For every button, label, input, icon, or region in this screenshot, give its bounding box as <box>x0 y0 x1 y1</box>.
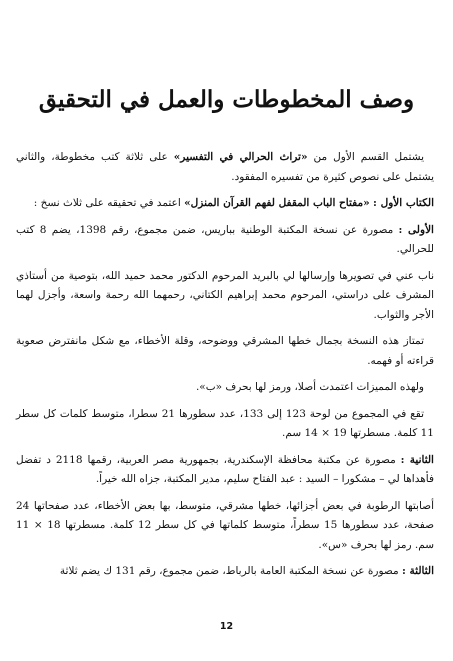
second-copy-text: مصورة عن مكتبة محافظة الإسكندرية، بجمهورية مصر العربية، رقمها 2118 د تفضل فأهداها لي – مشكورا – السيد : عبد الفتاح سليم، مدير المكتبة، جزاه الله خيراً. <box>16 453 434 485</box>
book1-name: «مفتاح الباب المقفل لفهم القرآن المنزل» <box>184 197 370 209</box>
first-copy-text: مصورة عن نسخة المكتبة الوطنية بباريس، ضمن مجموع، رقم 1398، يضم 8 كتب للحرالي. <box>16 223 434 255</box>
intro-pre: يشتمل القسم الأول من <box>313 151 425 163</box>
intro-paragraph <box>16 148 434 187</box>
first-copy-paragraph <box>16 221 434 260</box>
page-title: وصف المخطوطات والعمل في التحقيق <box>38 86 415 113</box>
second-copy-label: الثانية : <box>400 453 434 466</box>
body-text <box>16 148 434 589</box>
range-paragraph: تقع في المجموع من لوحة 123 إلى 133، عدد سطورها 21 سطرا، متوسط كلمات كل سطر 11 كلمة. مسطرتها 19 × 14 سم. <box>16 407 434 439</box>
third-copy-paragraph <box>16 562 434 582</box>
excellence-paragraph: تمتاز هذه النسخة بجمال خطها المشرقي ووضوحه، وقلة الأخطاء، مع شكل مانفترض صعوبة قراءته أو فهمه. <box>16 335 434 367</box>
book1-paragraph <box>16 194 434 214</box>
intro-book-title: «تراث الحرالي في التفسير» <box>173 151 308 163</box>
book1-post: اعتمد في تحقيقه على ثلاث نسخ : <box>33 197 181 209</box>
page-number: 12 <box>219 621 234 632</box>
second-copy-paragraph <box>16 451 434 490</box>
damp-paragraph: أصابتها الرطوبة في بعض أجزائها، خطها مشرقي، متوسط، بها بعض الأخطاء، عدد صفحاتها 24 صفحة، عدد سطورها 15 سطراً، متوسط كلماتها في كل سطر 12 كلمة. مسطرتها 18 × 11 سم. رمز لها بحرف «س». <box>16 499 434 551</box>
book1-label: الكتاب الأول : <box>373 197 434 209</box>
third-copy-text: مصورة عن نسخة المكتبة العامة بالرباط، ضمن مجموع، رقم 131 ك يضم ثلاثة <box>59 565 399 577</box>
thanks-paragraph: ناب عني في تصويرها وإرسالها لي بالبريد المرحوم الدكتور محمد حميد الله، بتوصية من أستاذي المشرف على دراستي، المرحوم محمد إبراهيم الكتاني، رحمهما الله رحمة واسعة، وأجزل لهما الأجر والثواب. <box>16 269 434 321</box>
intro-post: على ثلاثة كتب مخطوطة، والثاني يشتمل على نصوص كثيرة من تفسيره المفقود. <box>16 151 434 183</box>
base-copy-paragraph: ولهذه المميزات اعتمدت أصلا، ورمز لها بحرف «ب». <box>195 381 424 393</box>
third-copy-label: الثالثة : <box>401 565 434 577</box>
first-copy-label: الأولى : <box>398 223 434 236</box>
